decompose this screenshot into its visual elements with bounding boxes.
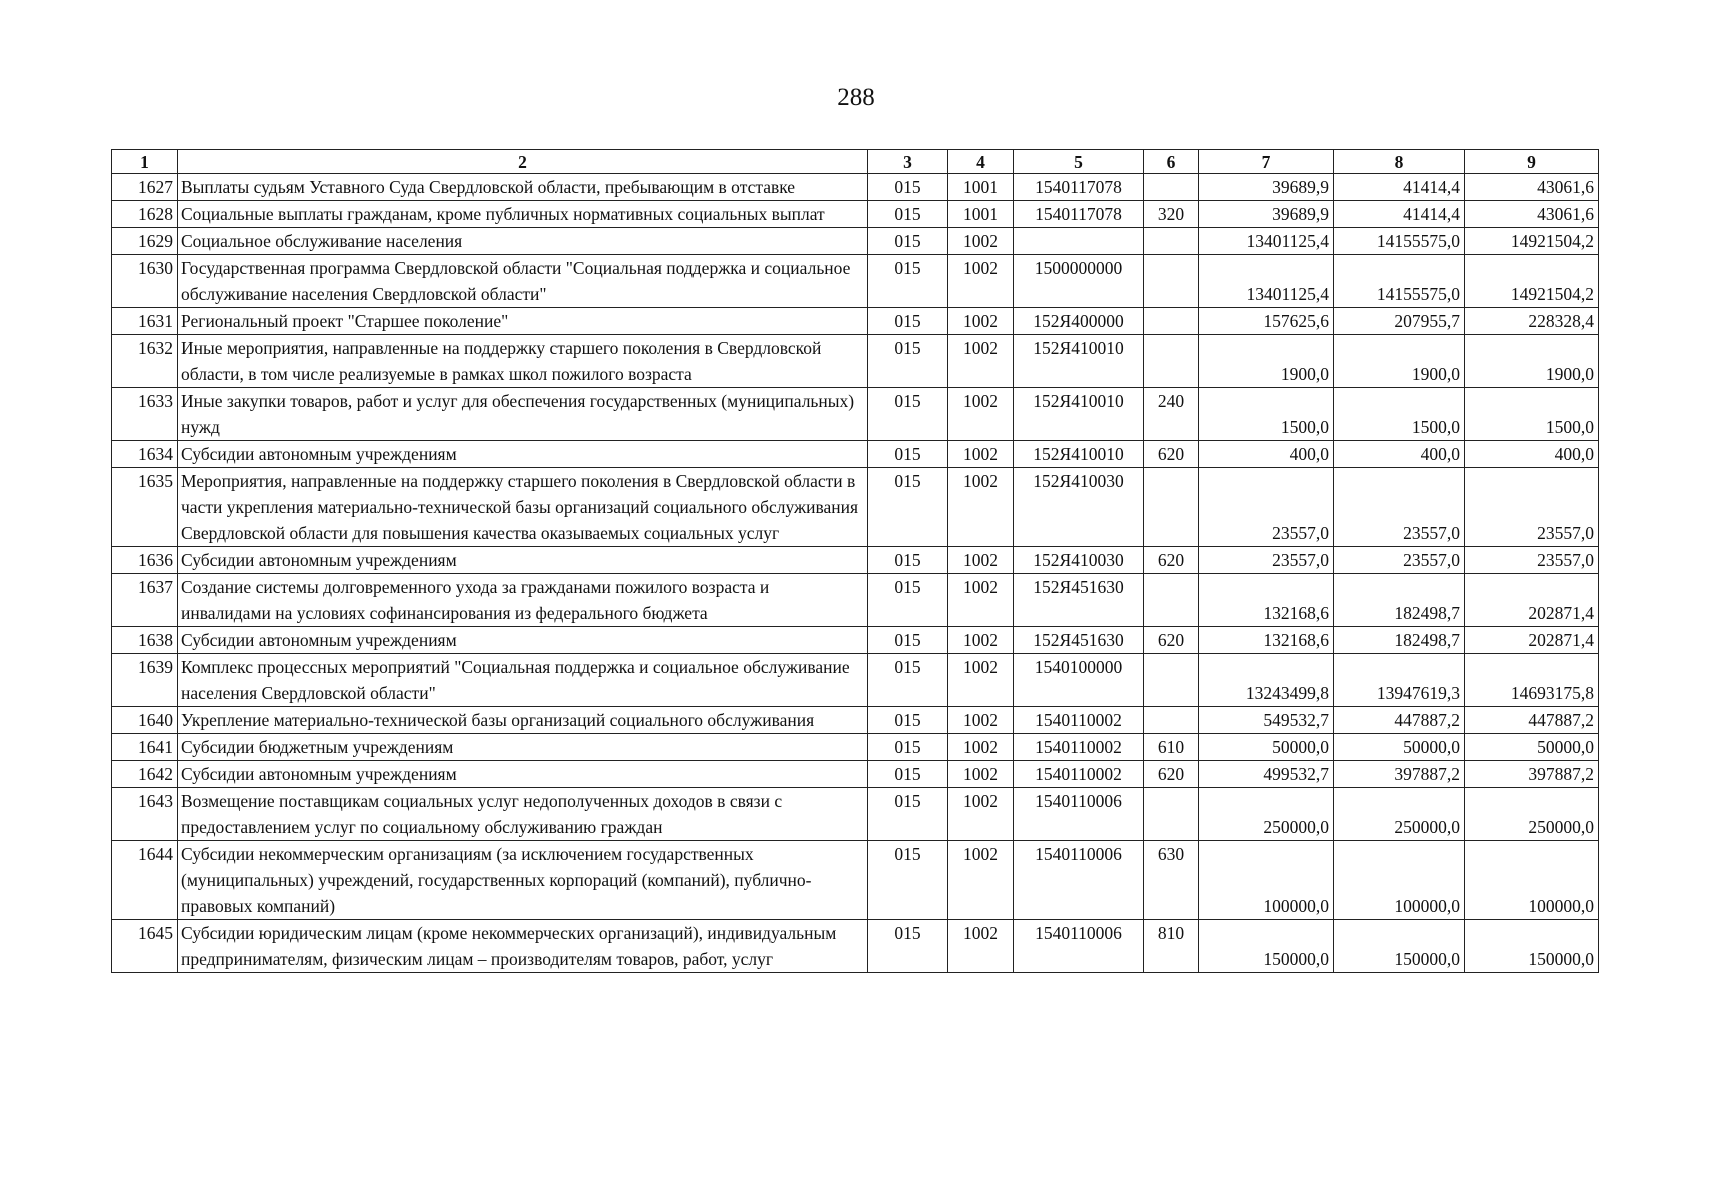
table-row (112, 201, 1599, 228)
column-header-3: 3 (868, 150, 948, 174)
column-3-cell: 015 (868, 574, 948, 627)
column-9-amount-cell: 447887,2 (1465, 707, 1599, 734)
column-6-cell (1144, 308, 1199, 335)
column-9-amount-cell: 14921504,2 (1465, 255, 1599, 308)
column-9-amount-cell: 14921504,2 (1465, 228, 1599, 255)
row-number-cell: 1641 (112, 734, 178, 761)
table-row (112, 547, 1599, 574)
column-9-amount-cell: 14693175,8 (1465, 654, 1599, 707)
column-3-cell: 015 (868, 761, 948, 788)
column-5-cell: 152Я410010 (1014, 335, 1144, 388)
column-6-cell: 620 (1144, 441, 1199, 468)
description-cell: Субсидии юридическим лицам (кроме некоммерческих организаций), индивидуальным предпринимателям, физическим лицам – производителям товаров, работ, услуг (178, 920, 868, 973)
column-6-cell (1144, 468, 1199, 547)
column-4-cell: 1002 (948, 335, 1014, 388)
column-5-cell: 152Я410010 (1014, 388, 1144, 441)
row-number-cell: 1637 (112, 574, 178, 627)
column-7-amount-cell: 549532,7 (1199, 707, 1334, 734)
column-3-cell: 015 (868, 654, 948, 707)
column-9-amount-cell: 43061,6 (1465, 201, 1599, 228)
column-5-cell: 1540110006 (1014, 920, 1144, 973)
column-4-cell: 1002 (948, 574, 1014, 627)
column-9-amount-cell: 150000,0 (1465, 920, 1599, 973)
table-row (112, 920, 1599, 973)
column-8-amount-cell: 1900,0 (1334, 335, 1465, 388)
column-5-cell: 1540117078 (1014, 174, 1144, 201)
column-8-amount-cell: 41414,4 (1334, 201, 1465, 228)
column-5-cell: 1500000000 (1014, 255, 1144, 308)
column-5-cell: 1540110002 (1014, 707, 1144, 734)
row-number-cell: 1631 (112, 308, 178, 335)
table-row (112, 788, 1599, 841)
column-7-amount-cell: 13401125,4 (1199, 255, 1334, 308)
column-6-cell: 620 (1144, 547, 1199, 574)
column-9-amount-cell: 100000,0 (1465, 841, 1599, 920)
column-9-amount-cell: 202871,4 (1465, 627, 1599, 654)
column-9-amount-cell: 1900,0 (1465, 335, 1599, 388)
row-number-cell: 1642 (112, 761, 178, 788)
column-header-5: 5 (1014, 150, 1144, 174)
description-cell: Мероприятия, направленные на поддержку старшего поколения в Свердловской области в части укрепления материально-технической базы организаций социального обслуживания Свердловской области для повышения качества оказываемых социальных услуг (178, 468, 868, 547)
column-header-7: 7 (1199, 150, 1334, 174)
column-8-amount-cell: 14155575,0 (1334, 228, 1465, 255)
table-row (112, 228, 1599, 255)
column-3-cell: 015 (868, 308, 948, 335)
column-9-amount-cell: 250000,0 (1465, 788, 1599, 841)
column-7-amount-cell: 400,0 (1199, 441, 1334, 468)
column-4-cell: 1001 (948, 174, 1014, 201)
column-header-4: 4 (948, 150, 1014, 174)
column-4-cell: 1002 (948, 841, 1014, 920)
column-6-cell: 320 (1144, 201, 1199, 228)
column-4-cell: 1002 (948, 707, 1014, 734)
column-8-amount-cell: 182498,7 (1334, 574, 1465, 627)
column-9-amount-cell: 23557,0 (1465, 468, 1599, 547)
column-7-amount-cell: 13243499,8 (1199, 654, 1334, 707)
column-4-cell: 1001 (948, 201, 1014, 228)
column-4-cell: 1002 (948, 547, 1014, 574)
column-8-amount-cell: 397887,2 (1334, 761, 1465, 788)
column-8-amount-cell: 41414,4 (1334, 174, 1465, 201)
table-row (112, 468, 1599, 547)
column-8-amount-cell: 207955,7 (1334, 308, 1465, 335)
column-8-amount-cell: 23557,0 (1334, 468, 1465, 547)
column-5-cell: 1540110006 (1014, 788, 1144, 841)
column-header-9: 9 (1465, 150, 1599, 174)
column-3-cell: 015 (868, 468, 948, 547)
column-4-cell: 1002 (948, 788, 1014, 841)
column-7-amount-cell: 1500,0 (1199, 388, 1334, 441)
column-7-amount-cell: 39689,9 (1199, 174, 1334, 201)
column-4-cell: 1002 (948, 441, 1014, 468)
description-cell: Социальное обслуживание населения (178, 228, 868, 255)
table-row (112, 308, 1599, 335)
column-header-2: 2 (178, 150, 868, 174)
description-cell: Создание системы долговременного ухода за гражданами пожилого возраста и инвалидами на условиях софинансирования из федерального бюджета (178, 574, 868, 627)
table-row (112, 255, 1599, 308)
column-8-amount-cell: 14155575,0 (1334, 255, 1465, 308)
table-row (112, 574, 1599, 627)
column-7-amount-cell: 250000,0 (1199, 788, 1334, 841)
column-9-amount-cell: 397887,2 (1465, 761, 1599, 788)
column-8-amount-cell: 100000,0 (1334, 841, 1465, 920)
description-cell: Выплаты судьям Уставного Суда Свердловской области, пребывающим в отставке (178, 174, 868, 201)
column-5-cell: 1540100000 (1014, 654, 1144, 707)
column-6-cell (1144, 788, 1199, 841)
column-7-amount-cell: 132168,6 (1199, 627, 1334, 654)
column-9-amount-cell: 202871,4 (1465, 574, 1599, 627)
table-row (112, 707, 1599, 734)
column-7-amount-cell: 23557,0 (1199, 547, 1334, 574)
column-3-cell: 015 (868, 441, 948, 468)
row-number-cell: 1643 (112, 788, 178, 841)
column-3-cell: 015 (868, 174, 948, 201)
description-cell: Субсидии автономным учреждениям (178, 441, 868, 468)
column-7-amount-cell: 150000,0 (1199, 920, 1334, 973)
column-6-cell: 240 (1144, 388, 1199, 441)
column-8-amount-cell: 182498,7 (1334, 627, 1465, 654)
row-number-cell: 1627 (112, 174, 178, 201)
column-7-amount-cell: 39689,9 (1199, 201, 1334, 228)
row-number-cell: 1634 (112, 441, 178, 468)
column-4-cell: 1002 (948, 388, 1014, 441)
column-header-8: 8 (1334, 150, 1465, 174)
column-8-amount-cell: 50000,0 (1334, 734, 1465, 761)
column-6-cell: 810 (1144, 920, 1199, 973)
column-3-cell: 015 (868, 734, 948, 761)
column-header-6: 6 (1144, 150, 1199, 174)
description-cell: Социальные выплаты гражданам, кроме публичных нормативных социальных выплат (178, 201, 868, 228)
column-7-amount-cell: 100000,0 (1199, 841, 1334, 920)
column-6-cell (1144, 335, 1199, 388)
column-7-amount-cell: 50000,0 (1199, 734, 1334, 761)
column-3-cell: 015 (868, 707, 948, 734)
column-7-amount-cell: 157625,6 (1199, 308, 1334, 335)
column-5-cell: 152Я451630 (1014, 574, 1144, 627)
column-5-cell (1014, 228, 1144, 255)
column-6-cell (1144, 707, 1199, 734)
column-9-amount-cell: 43061,6 (1465, 174, 1599, 201)
column-5-cell: 1540110002 (1014, 734, 1144, 761)
column-6-cell (1144, 174, 1199, 201)
column-7-amount-cell: 499532,7 (1199, 761, 1334, 788)
description-cell: Субсидии бюджетным учреждениям (178, 734, 868, 761)
column-5-cell: 152Я410010 (1014, 441, 1144, 468)
column-4-cell: 1002 (948, 627, 1014, 654)
column-8-amount-cell: 150000,0 (1334, 920, 1465, 973)
column-4-cell: 1002 (948, 920, 1014, 973)
column-8-amount-cell: 447887,2 (1334, 707, 1465, 734)
table-row (112, 654, 1599, 707)
row-number-cell: 1635 (112, 468, 178, 547)
column-3-cell: 015 (868, 388, 948, 441)
column-7-amount-cell: 1900,0 (1199, 335, 1334, 388)
column-3-cell: 015 (868, 255, 948, 308)
column-5-cell: 152Я410030 (1014, 547, 1144, 574)
column-5-cell: 152Я400000 (1014, 308, 1144, 335)
budget-table-container (111, 149, 1599, 973)
column-5-cell: 1540117078 (1014, 201, 1144, 228)
column-6-cell (1144, 574, 1199, 627)
column-6-cell: 620 (1144, 761, 1199, 788)
column-7-amount-cell: 132168,6 (1199, 574, 1334, 627)
table-row (112, 627, 1599, 654)
table-row (112, 441, 1599, 468)
budget-table (111, 149, 1599, 973)
column-3-cell: 015 (868, 228, 948, 255)
row-number-cell: 1628 (112, 201, 178, 228)
column-header-1: 1 (112, 150, 178, 174)
row-number-cell: 1632 (112, 335, 178, 388)
column-8-amount-cell: 23557,0 (1334, 547, 1465, 574)
table-row (112, 841, 1599, 920)
column-6-cell: 610 (1144, 734, 1199, 761)
row-number-cell: 1639 (112, 654, 178, 707)
table-body (112, 174, 1599, 973)
row-number-cell: 1638 (112, 627, 178, 654)
description-cell: Субсидии автономным учреждениям (178, 761, 868, 788)
table-row (112, 335, 1599, 388)
page-number: 288 (837, 84, 875, 111)
column-8-amount-cell: 13947619,3 (1334, 654, 1465, 707)
column-5-cell: 152Я451630 (1014, 627, 1144, 654)
column-9-amount-cell: 228328,4 (1465, 308, 1599, 335)
column-4-cell: 1002 (948, 255, 1014, 308)
column-8-amount-cell: 250000,0 (1334, 788, 1465, 841)
column-9-amount-cell: 400,0 (1465, 441, 1599, 468)
column-3-cell: 015 (868, 335, 948, 388)
description-cell: Субсидии некоммерческим организациям (за исключением государственных (муниципальных) учреждений, государственных корпораций (компаний), публично-правовых компаний) (178, 841, 868, 920)
header-row (112, 150, 1599, 174)
description-cell: Комплекс процессных мероприятий "Социальная поддержка и социальное обслуживание населения Свердловской области" (178, 654, 868, 707)
column-6-cell (1144, 255, 1199, 308)
column-7-amount-cell: 13401125,4 (1199, 228, 1334, 255)
column-3-cell: 015 (868, 788, 948, 841)
table-row (112, 734, 1599, 761)
table-row (112, 761, 1599, 788)
column-3-cell: 015 (868, 920, 948, 973)
column-6-cell (1144, 654, 1199, 707)
column-8-amount-cell: 400,0 (1334, 441, 1465, 468)
description-cell: Иные мероприятия, направленные на поддержку старшего поколения в Свердловской области, в том числе реализуемые в рамках школ пожилого возраста (178, 335, 868, 388)
column-4-cell: 1002 (948, 308, 1014, 335)
column-9-amount-cell: 50000,0 (1465, 734, 1599, 761)
row-number-cell: 1644 (112, 841, 178, 920)
column-3-cell: 015 (868, 201, 948, 228)
column-8-amount-cell: 1500,0 (1334, 388, 1465, 441)
table-row (112, 174, 1599, 201)
column-5-cell: 152Я410030 (1014, 468, 1144, 547)
column-9-amount-cell: 1500,0 (1465, 388, 1599, 441)
column-3-cell: 015 (868, 547, 948, 574)
row-number-cell: 1633 (112, 388, 178, 441)
column-9-amount-cell: 23557,0 (1465, 547, 1599, 574)
column-4-cell: 1002 (948, 734, 1014, 761)
column-3-cell: 015 (868, 841, 948, 920)
description-cell: Укрепление материально-технической базы организаций социального обслуживания (178, 707, 868, 734)
column-4-cell: 1002 (948, 654, 1014, 707)
column-6-cell: 620 (1144, 627, 1199, 654)
description-cell: Субсидии автономным учреждениям (178, 627, 868, 654)
column-5-cell: 1540110002 (1014, 761, 1144, 788)
description-cell: Субсидии автономным учреждениям (178, 547, 868, 574)
description-cell: Иные закупки товаров, работ и услуг для обеспечения государственных (муниципальных) нужд (178, 388, 868, 441)
row-number-cell: 1640 (112, 707, 178, 734)
row-number-cell: 1636 (112, 547, 178, 574)
column-5-cell: 1540110006 (1014, 841, 1144, 920)
column-4-cell: 1002 (948, 761, 1014, 788)
description-cell: Государственная программа Свердловской области "Социальная поддержка и социальное обслуживание населения Свердловской области" (178, 255, 868, 308)
table-row (112, 388, 1599, 441)
column-4-cell: 1002 (948, 228, 1014, 255)
row-number-cell: 1630 (112, 255, 178, 308)
column-7-amount-cell: 23557,0 (1199, 468, 1334, 547)
description-cell: Возмещение поставщикам социальных услуг недополученных доходов в связи с предоставлением услуг по социальному обслуживанию граждан (178, 788, 868, 841)
row-number-cell: 1629 (112, 228, 178, 255)
description-cell: Региональный проект "Старшее поколение" (178, 308, 868, 335)
column-4-cell: 1002 (948, 468, 1014, 547)
column-6-cell (1144, 228, 1199, 255)
column-3-cell: 015 (868, 627, 948, 654)
table-header (112, 150, 1599, 174)
row-number-cell: 1645 (112, 920, 178, 973)
column-6-cell: 630 (1144, 841, 1199, 920)
